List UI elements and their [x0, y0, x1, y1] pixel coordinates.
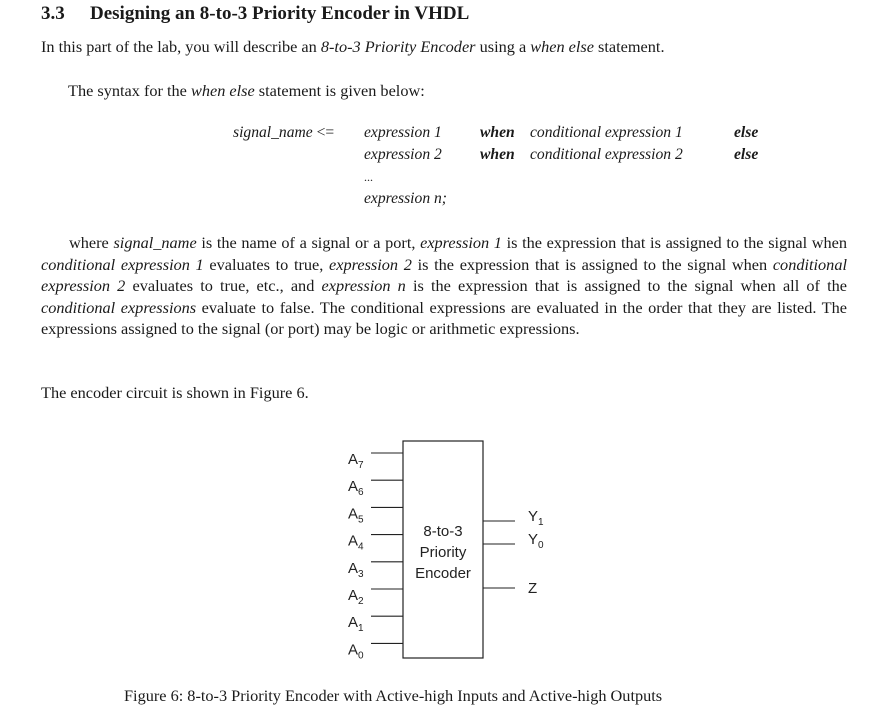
intro-text: using a [475, 37, 531, 56]
syntax-ellipsis: ... [364, 170, 373, 184]
input-label: $A_1$ [348, 614, 364, 635]
syntax-expression-2: expression 2 [364, 146, 442, 163]
syntax-intro-text: statement is given below: [254, 81, 425, 100]
input-label: $A_2$ [348, 587, 364, 607]
input-label: $A_3$ [348, 559, 364, 580]
block-label-line-3: Encoder [415, 565, 471, 582]
paragraph-text: is the expression that is assigned to the signal when [411, 254, 773, 274]
syntax-when-1: when [480, 124, 515, 141]
paragraph-text: evaluate to false. The conditional expressions are evaluated in the order that they are listed. The expressions assigned to the signal (or port) may be logic or arithmetic expressions. [41, 297, 847, 339]
paragraph-term: expression n [321, 276, 406, 296]
input-label: $A_7$ [348, 451, 364, 471]
paragraph-term: expression 2 [329, 254, 412, 274]
syntax-else-2: else [734, 146, 759, 163]
intro-statement: when else [530, 37, 594, 56]
paragraph-term: conditional expression 1 [41, 254, 204, 274]
output-label: Z [528, 580, 538, 597]
syntax-signal-name: signal_name [233, 124, 313, 141]
paragraph-text: is the expression that is assigned to the signal when [501, 233, 848, 252]
output-label: $Y_0$ [528, 531, 544, 551]
block-label-line-1: 8-to-3 [423, 523, 463, 540]
section-title: Designing an 8-to-3 Priority Encoder in VHDL [90, 3, 470, 24]
figure-caption: Figure 6: 8-to-3 Priority Encoder with Active-high Inputs and Active-high Outputs [124, 686, 663, 705]
paragraph-text: is the name of a signal or a port, [196, 233, 421, 252]
input-label: $A_5$ [348, 505, 364, 526]
paragraph-term: signal_name [113, 233, 197, 252]
output-pins [483, 508, 544, 597]
syntax-intro-text: The syntax for the [68, 81, 191, 100]
intro-text: In this part of the lab, you will describe an [41, 37, 321, 56]
syntax-last-expression: expression n; [364, 190, 448, 207]
block-label-line-2: Priority [419, 544, 467, 561]
output-label: $Y_1$ [528, 508, 544, 528]
intro-text: statement. [593, 37, 665, 56]
intro-component: 8-to-3 Priority Encoder [320, 37, 476, 56]
paragraph-text: evaluates to true, etc., and [125, 276, 322, 296]
paragraph-term: conditional expression 2 [41, 254, 847, 296]
input-label: $A_4$ [348, 532, 364, 553]
paragraph-text: evaluates to true, [203, 254, 330, 274]
paragraph-term: conditional expressions [41, 297, 197, 317]
section-number: 3.3 [41, 3, 65, 24]
syntax-expression-1: expression 1 [364, 124, 442, 141]
encoder-sentence: The encoder circuit is shown in Figure 6. [41, 383, 309, 402]
paragraph-text: where [69, 233, 114, 252]
paragraph-text: is the expression that is assigned to the signal when all of the [405, 276, 847, 296]
paragraph-term: expression 1 [420, 233, 502, 252]
syntax-intro-statement: when else [190, 81, 255, 100]
syntax-condition-2: conditional expression 2 [530, 146, 683, 163]
syntax-condition-1: conditional expression 1 [530, 124, 683, 141]
syntax-assign-op: <= [316, 124, 335, 141]
input-label: $A_0$ [348, 641, 364, 662]
input-pins [348, 451, 403, 661]
syntax-when-2: when [480, 146, 515, 163]
input-label: $A_6$ [348, 478, 364, 499]
syntax-else-1: else [734, 124, 759, 141]
